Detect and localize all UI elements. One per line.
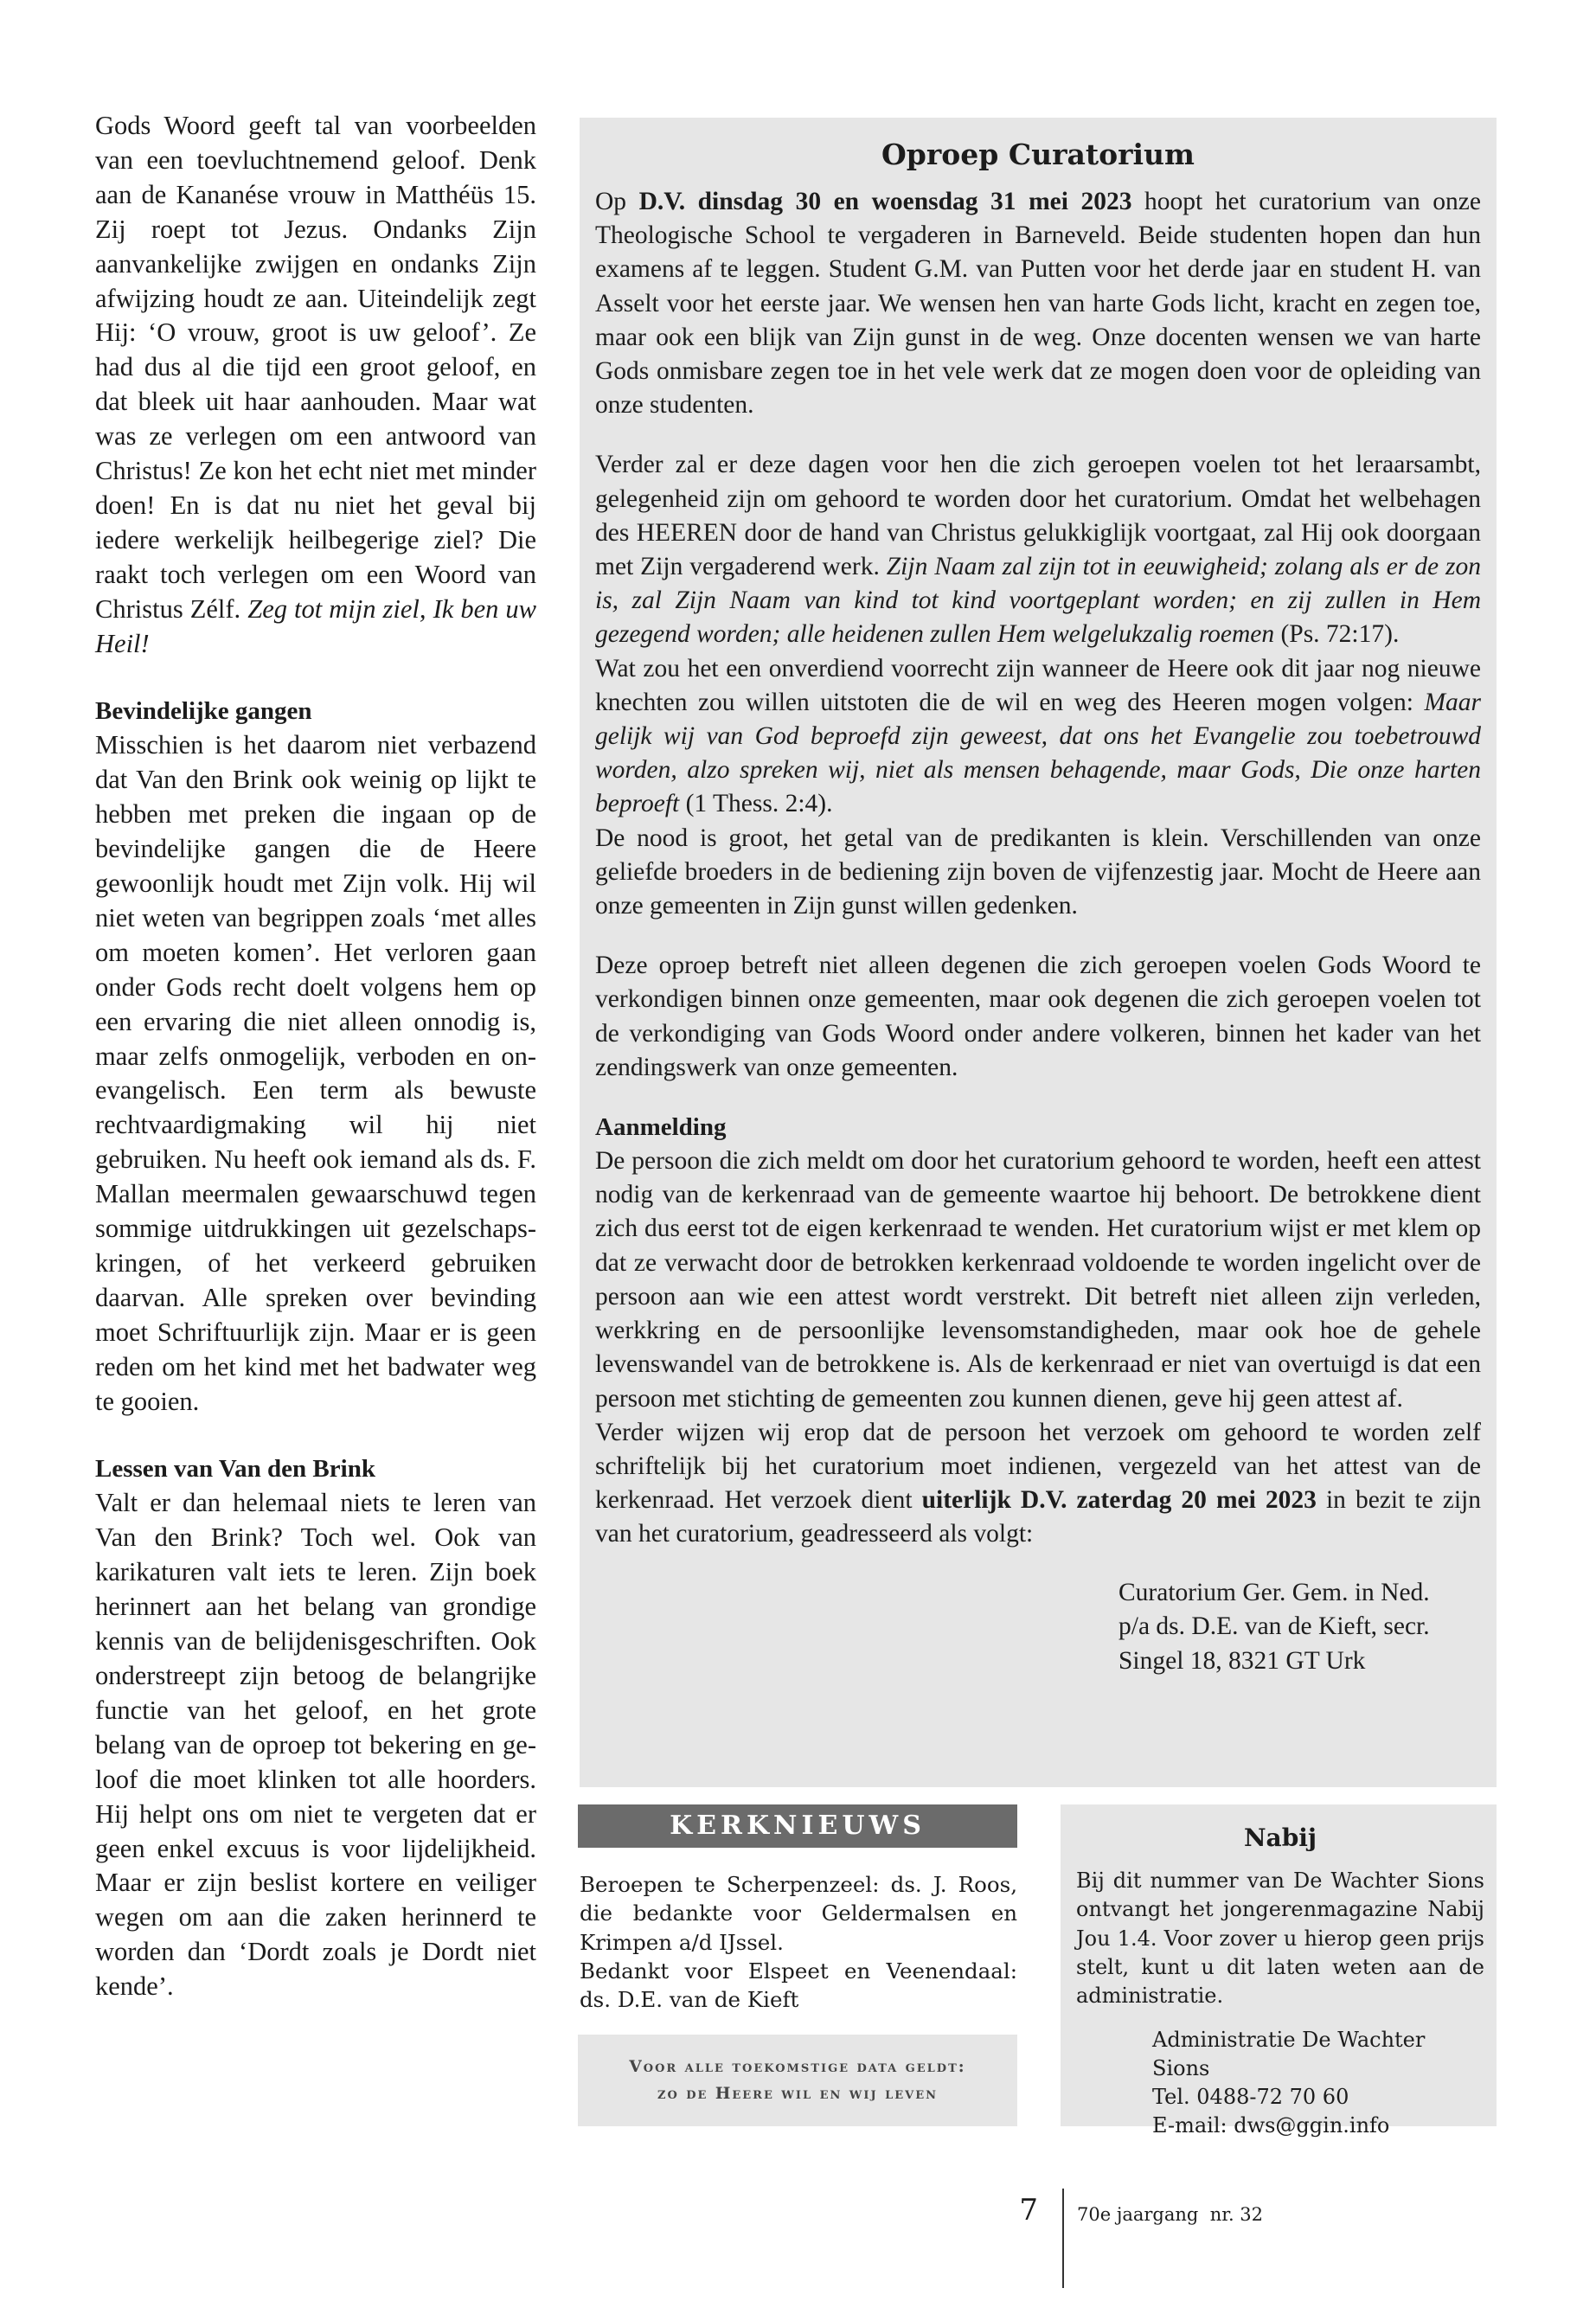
address-line: Curatorium Ger. Gem. in Ned. [1118, 1578, 1430, 1606]
oproep-paragraph-5: Deze oproep betreft niet alleen degenen die zich geroepen voelen Gods Woord te verkondigen binnen onze gemeenten, maar ook degenen die zich geroepen voelen tot de verkondiging van Gods Woord onder andere volkeren, binnen het kader van het zendingswerk van onze gemeenten. [595, 952, 1481, 1081]
text: in bezit te zijn van het curatorium, geadresseerd als volgt: [595, 1486, 1481, 1548]
oproep-paragraph-6: De persoon die zich meldt om door het curatorium gehoord te worden, heeft een attest nodig van de kerkenraad van de gemeente waartoe hij behoort. De betrokkene dient zich dus eerst tot de eigen kerkenraad te wenden. Het curatorium wijst er met klem op dat ze verwacht door de betrokken kerkenraad voldoende te worden ingelicht over de persoon aan wie een attest wordt verstrekt. Dit betreft niet alleen zijn verleden, werkkring en de persoonlijke levensomstandigheden, maar ook hoe de gehele levenswandel van de betrokkene is. Als de kerkenraad er niet van overtuigd is dat een persoon met stichting de gemeenten zou kunnen dienen, geve hij geen attest af. [595, 1147, 1481, 1413]
volume-issue: 70e jaargang nr. 32 [1077, 2204, 1264, 2225]
psalm-reference: (Ps. 72:17). [1274, 620, 1400, 649]
administration-contact [1152, 2026, 1484, 2140]
kerknieuws-body [580, 1870, 1017, 2014]
curatorium-address [1118, 1576, 1481, 1679]
notice-line: Voor alle toekomstige data geldt: [629, 2058, 966, 2076]
text: Wat zou het een onverdiend voorrecht zijn wanneer de Heere ook dit jaar nog nieuwe knechten zou willen uitstoten die de wil en weg des Heeren mogen volgen: [595, 654, 1481, 716]
heading-bevindelijke-gangen: Bevindelijke gangen [95, 696, 312, 725]
oproep-paragraph-4: De nood is groot, het getal van de predikanten is klein. Verschillenden van onze geliefde broeders in de bediening zijn boven de vijfenzestig jaar. Mocht de Heere aan onze gemeenten in Zijn gunst willen gedenken. [595, 824, 1481, 920]
text: Verder wijzen wij erop dat de persoon het verzoek om gehoord te worden zelf schriftelijk bij het curatorium moet indienen, vergezeld van het attest van de kerkenraad. Het verzoek dient [595, 1418, 1481, 1515]
address-line: p/a ds. D.E. van de Kieft, secr. [1118, 1612, 1430, 1641]
address-line: Singel 18, 8321 GT Urk [1118, 1646, 1366, 1675]
left-column [95, 109, 536, 2004]
oproep-paragraph-2 [595, 448, 1481, 651]
nabij-title: Nabij [1243, 1823, 1317, 1852]
heading-lessen: Lessen van Van den Brink [95, 1454, 375, 1483]
admin-name: Administratie De Wachter Sions [1152, 2028, 1426, 2081]
kerknieuws-beroepen: Beroepen te Scherpenzeel: ds. J. Roos, die bedankte voor Geldermalsen en Krimpen a/d IJssel. [580, 1872, 1017, 1955]
aanmelding-heading: Aanmelding [595, 1113, 727, 1142]
text: Verder zal er deze dagen voor hen die zich geroepen voelen tot het leraarsambt, gelegenheid zijn om gehoord te worden door het curatorium. Omdat het welbehagen des HEEREN door de hand van Christus gelukkiglijk voortgaat, zal Hij ook doorgaan met Zijn vergaderend werk. [595, 451, 1481, 581]
oproep-paragraph-1 [595, 185, 1481, 422]
deadline-date: uiterlijk D.V. zaterdag 20 mei 2023 [921, 1486, 1317, 1515]
section-lessen-text: Valt er dan helemaal niets te leren van Van den Brink? Toch wel. Ook van karikaturen valt iets te leren. Zijn boek herinnert aan het belang van grondige kennis van de belijdenisgeschriften. Ook onderstreept zijn betoog de belangrijke functie van het geloof, en het grote belang van de oproep tot bekering en geloof die moet klinken tot alle hoorders. Hij helpt ons om niet te vergeten dat er geen enkel excuus is voor lijdelijkheid. Maar er zijn beslist kortere en veiliger wegen om aan die zaken herinnerd te worden dan ‘Dordt zoals je Dordt niet kende’. [95, 1488, 536, 2002]
thessalonians-reference: (1 Thess. 2:4). [679, 790, 833, 818]
kerknieuws-bedankt: Bedankt voor Elspeet en Veenendaal: ds. D.E. van de Kieft [580, 1958, 1017, 2013]
page-number: 7 [1019, 2193, 1038, 2227]
intro-text: Gods Woord geeft tal van voorbeelden van een toevluchtnemend geloof. Denk aan de Kananése vrouw in Matthéüs 15. Zij roept tot Jezus. Ondanks Zijn aanvankelijke zwijgen en ondanks Zijn afwijzing houdt ze aan. Uiteindelijk zegt Hij: ‘O vrouw, groot is uw geloof’. Ze had dus al die tijd een groot geloof, en dat bleek uit haar aanhouden. Maar wat was ze verlegen om een antwoord van Christus! Ze kon het echt niet met minder doen! En is dat nu niet het geval bij iedere werkelijk heilbegerige ziel? Die raakt toch verlegen om een Woord van Christus Zélf. [95, 111, 536, 624]
intro-paragraph [95, 109, 536, 662]
data-notice-box [578, 2035, 1017, 2126]
oproep-curatorium-box [580, 118, 1497, 1787]
intro-italic-quote: Zeg tot mijn ziel, Ik ben uw Heil! [95, 593, 537, 658]
notice-line: zo de Heere wil en wij leven [657, 2085, 939, 2103]
footer-divider [1062, 2189, 1064, 2288]
psalm-quote: Zijn Naam zal zijn tot in eeuwigheid; zolang als er de zon is, zal Zijn Naam van kind tot kind voortgeplant worden; en zij zullen in Hem gezegend worden; alle heidenen zullen Hem welgelukzalig roemen [595, 553, 1481, 649]
oproep-title: Oproep Curatorium [881, 138, 1195, 171]
admin-email: E-mail: dws@ggin.info [1152, 2113, 1390, 2138]
meeting-dates: D.V. dinsdag 30 en woensdag 31 mei 2023 [638, 188, 1132, 215]
admin-phone: Tel. 0488-72 70 60 [1152, 2085, 1349, 2110]
kerknieuws-header: KERKNIEUWS [578, 1804, 1017, 1848]
nabij-box [1061, 1804, 1497, 2138]
oproep-paragraph-7 [595, 1416, 1481, 1552]
text: Op [595, 188, 639, 215]
oproep-paragraph-3 [595, 652, 1481, 822]
section-bevindelijke-text: Misschien is het daarom niet verbazend dat Van den Brink ook weinig op lijkt te hebben met preken die ingaan op de bevindelijke gangen die de Heere gewoonlijk houdt met Zijn volk. Hij wil niet weten van begrippen zoals ‘met alles om moeten komen’. Het verloren gaan onder Gods recht doelt volgens hem op een ervaring die niet alleen onnodig is, maar zelfs onmogelijk, verboden en on-evangelisch. Een term als bewuste rechtvaardigmaking wil hij niet gebruiken. Nu heeft ook iemand als ds. F. Mallan meermalen gewaarschuwd tegen sommige uitdrukkingen uit gezelschapskringen, of het verkeerd gebruiken daarvan. Alle spreken over bevinding moet Schriftuurlijk zijn. Maar er is geen reden om het kind met het badwater weg te gooien. [95, 730, 536, 1416]
text: hoopt het curatorium van onze Theologische School te vergaderen in Barneveld. Beide studenten hopen dan hun examens af te leggen. Student G.M. van Putten voor het derde jaar en student H. van Asselt voor het eerste jaar. We wensen hen van harte Gods licht, kracht en zegen toe, maar ook een blijk van Zijn gunst in de weg. Onze docenten wensen we van harte Gods onmisbare zegen toe in het vele werk dat ze mogen doen voor de opleiding van onze studenten. [595, 188, 1481, 420]
thessalonians-quote: Maar gelijk wij van God beproefd zijn geweest, dat ons het Evangelie zou toebetrouwd worden, alzo spreken wij, niet als mensen behagende, maar Gods, Die onze harten beproeft [595, 688, 1481, 818]
nabij-text: Bij dit nummer van De Wachter Sions ontvangt het jongerenmagazine Nabij Jou 1.4. Voor zover u hierop geen prijs stelt, kunt u dit laten weten aan de administratie. [1076, 1868, 1484, 2009]
